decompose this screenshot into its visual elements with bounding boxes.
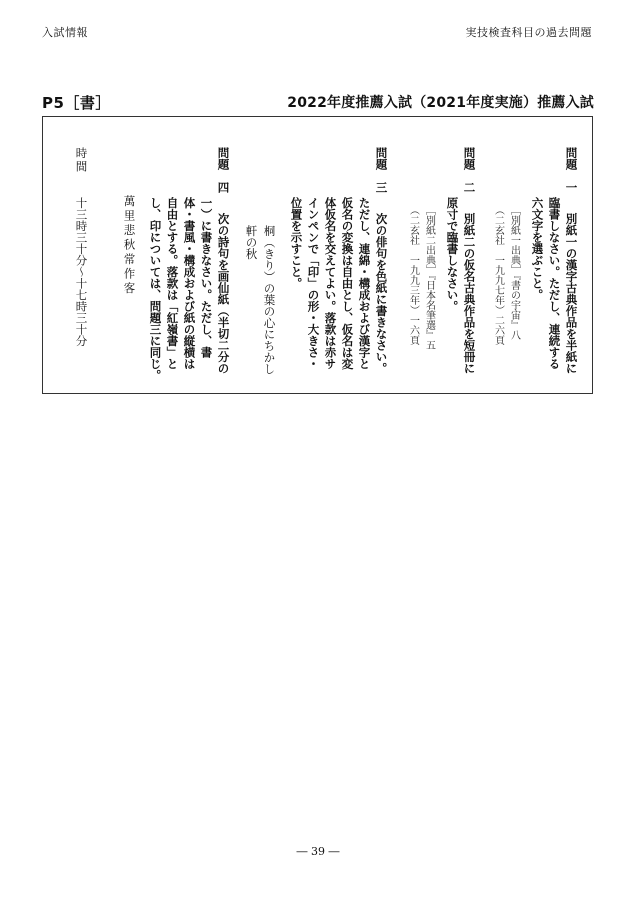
q1-line1: 別紙一の漢字古典作品を半紙に (564, 213, 579, 374)
q3-line4: 体仮名を交えてよい。落款は赤サ (323, 197, 338, 370)
q4-line3: 体・書風・構成および紙の縦横は (182, 197, 197, 370)
q4-label: 問題 四 (216, 147, 231, 193)
q3-line6: 位置を示すこと。 (289, 197, 304, 289)
q1-line2: 臨書しなさい。ただし、連続する (547, 197, 562, 370)
q2-source2: （二玄社 一九九三年）一六頁 (407, 205, 419, 345)
q3-line3: 仮名の変換は自由とし、仮名は変 (340, 197, 355, 370)
page-number: ― 39 ― (296, 845, 340, 858)
question-box (42, 116, 593, 394)
q3-haiku-line1: 桐（きり）の葉の心にちかし (262, 225, 277, 375)
q1-source1: ［別紙一出典］『書の宇宙』八 (508, 205, 520, 340)
q2-label: 問題 二 (462, 147, 477, 193)
header-title: 実技検査科目の過去問題 (465, 26, 592, 39)
q1-source2: （二玄社 一九九七年）二六頁 (492, 205, 504, 345)
time-value: 十三時三十分～十七時三十分 (74, 197, 89, 347)
q4-line2: 一）に書きなさい。ただし、書 (199, 197, 214, 358)
q2-line1: 別紙二の仮名古典作品を短冊に (462, 213, 477, 374)
q4-line5: し、印については、問題三に同じ。 (148, 197, 163, 381)
q2-line2: 原寸で臨書しなさい。 (445, 197, 460, 312)
q3-line2: ただし、連綿・構成および漢字と (357, 197, 372, 370)
exam-title: 2022年度推薦入試（2021年度実施）推薦入試 (287, 95, 594, 111)
q4-line4: 自由とする。落款は「紅嶺書」と (165, 197, 180, 370)
header-category: 入試情報 (42, 26, 88, 39)
q3-haiku-line2: 軒の秋 (244, 225, 259, 260)
q1-line3: 六文字を選ぶこと。 (530, 197, 545, 301)
q2-source1: ［別紙二出典］『日本名筆選』五 (423, 205, 435, 350)
q4-poem: 萬里悲秋常作客 (122, 195, 137, 297)
q3-line1: 次の俳句を色紙に書きなさい。 (374, 213, 389, 374)
section-label: P5［書］ (42, 94, 111, 112)
q3-line5: インペンで「印」の形・大きさ・ (306, 197, 321, 370)
q1-label: 問題 一 (564, 147, 579, 193)
q4-line1: 次の詩句を画仙紙（半切二分の (216, 213, 231, 374)
q3-label: 問題 三 (374, 147, 389, 193)
time-label: 時間 (74, 147, 89, 174)
